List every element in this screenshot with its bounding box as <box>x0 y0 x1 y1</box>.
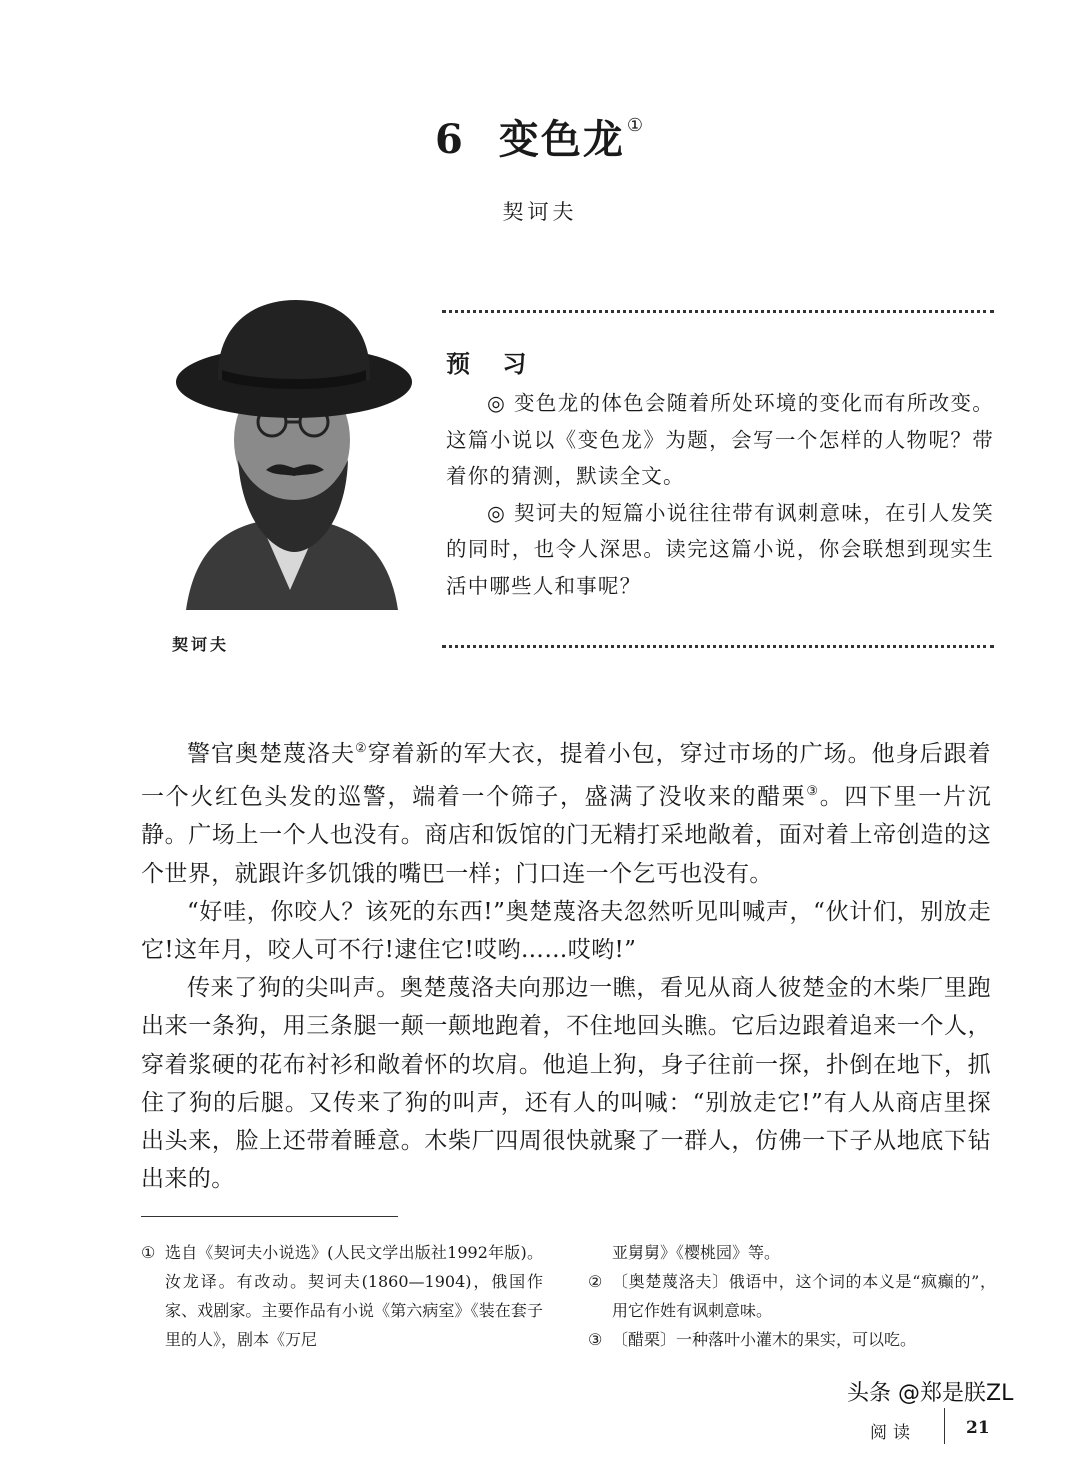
footnote-rule <box>141 1216 398 1217</box>
footnotes-left-column <box>141 1238 543 1354</box>
footnote-ref-2: ② <box>354 741 368 756</box>
footer-divider <box>944 1408 945 1444</box>
story-body <box>141 730 991 1198</box>
footnote-ref-3: ③ <box>806 784 820 800</box>
footnote-2 <box>588 1267 996 1325</box>
author-portrait <box>166 290 414 610</box>
footnote-1-text: 选自《契诃夫小说选》(人民文学出版社1992年版)。汝龙译。有改动。契诃夫(1860—1904)，俄国作家、戏剧家。主要作品有小说《第六病室》《装在套子里的人》，剧本《万尼 <box>165 1243 543 1349</box>
footnote-3-text: 〔醋栗〕一种落叶小灌木的果实，可以吃。 <box>612 1330 917 1349</box>
footnote-1 <box>141 1238 543 1354</box>
paragraph-1 <box>141 730 991 893</box>
preview-top-divider <box>442 310 994 313</box>
watermark: 头条 @郑是朕ZL <box>847 1381 1014 1406</box>
footnote-3-mark: ③ <box>588 1330 603 1349</box>
paragraph-1-part-a: 警官奥楚蔑洛夫 <box>187 741 355 767</box>
preview-item-1: ◎ 变色龙的体色会随着所处环境的变化而有所改变。这篇小说以《变色龙》为题，会写一个怎样的人物呢？带着你的猜测，默读全文。 <box>446 391 994 488</box>
page-number: 21 <box>966 1418 990 1438</box>
author-name: 契诃夫 <box>502 200 578 224</box>
footnote-2-text: 〔奥楚蔑洛夫〕俄语中，这个词的本义是“疯癫的”，用它作姓有讽刺意味。 <box>612 1272 996 1320</box>
paragraph-2: “好哇，你咬人？该死的东西!”奥楚蔑洛夫忽然听见叫喊声，“伙计们，别放走它!这年月，咬人可不行!逮住它!哎哟……哎哟!” <box>141 898 991 964</box>
footnote-1-continued: 亚舅舅》《樱桃园》等。 <box>612 1243 781 1262</box>
footnotes-right-column <box>588 1238 996 1354</box>
footnote-2-mark: ② <box>588 1272 603 1291</box>
footnote-3 <box>588 1325 996 1354</box>
title-footnote-mark: ① <box>626 115 645 136</box>
preview-bottom-divider <box>442 645 994 648</box>
paragraph-3: 传来了狗的尖叫声。奥楚蔑洛夫向那边一瞧，看见从商人彼楚金的木柴厂里跑出来一条狗，用三条腿一颠一颠地跑着，不住地回头瞧。它后边跟着追来一个人，穿着浆硬的花布衬衫和敞着怀的坎肩。他追上狗，身子往前一探，扑倒在地下，抓住了狗的后腿。又传来了狗的叫声，还有人的叫喊：“别放走它!”有人从商店里探出头来，脸上还带着睡意。木柴厂四周很快就聚了一群人，仿佛一下子从地底下钻出来的。 <box>141 975 991 1193</box>
portrait-caption: 契诃夫 <box>172 635 230 654</box>
footer-section-label: 阅读 <box>870 1423 916 1443</box>
footnote-1-mark: ① <box>141 1243 156 1262</box>
paragraph-1-part-c: 。四下里一片沉静。广场上一个人也没有。商店和饭馆的门无精打采地敞着，面对着上帝创造的这个世界，就跟许多饥饿的嘴巴一样；门口连一个乞丐也没有。 <box>141 784 991 887</box>
lesson-title <box>0 108 1080 165</box>
preview-heading: 预 习 <box>446 349 539 378</box>
preview-box <box>446 344 994 604</box>
lesson-title-text: 变色龙 <box>498 116 625 163</box>
paragraph-1-part-b: 穿着新的军大衣，提着小包，穿过市场的广场。他身后跟着一个火红色头发的巡警，端着一个筛子，盛满了没收来的醋栗 <box>141 741 991 811</box>
preview-item-2: ◎ 契诃夫的短篇小说往往带有讽刺意味，在引人发笑的同时，也令人深思。读完这篇小说，你会联想到现实生活中哪些人和事呢？ <box>446 500 994 598</box>
lesson-number: 6 <box>435 116 465 163</box>
